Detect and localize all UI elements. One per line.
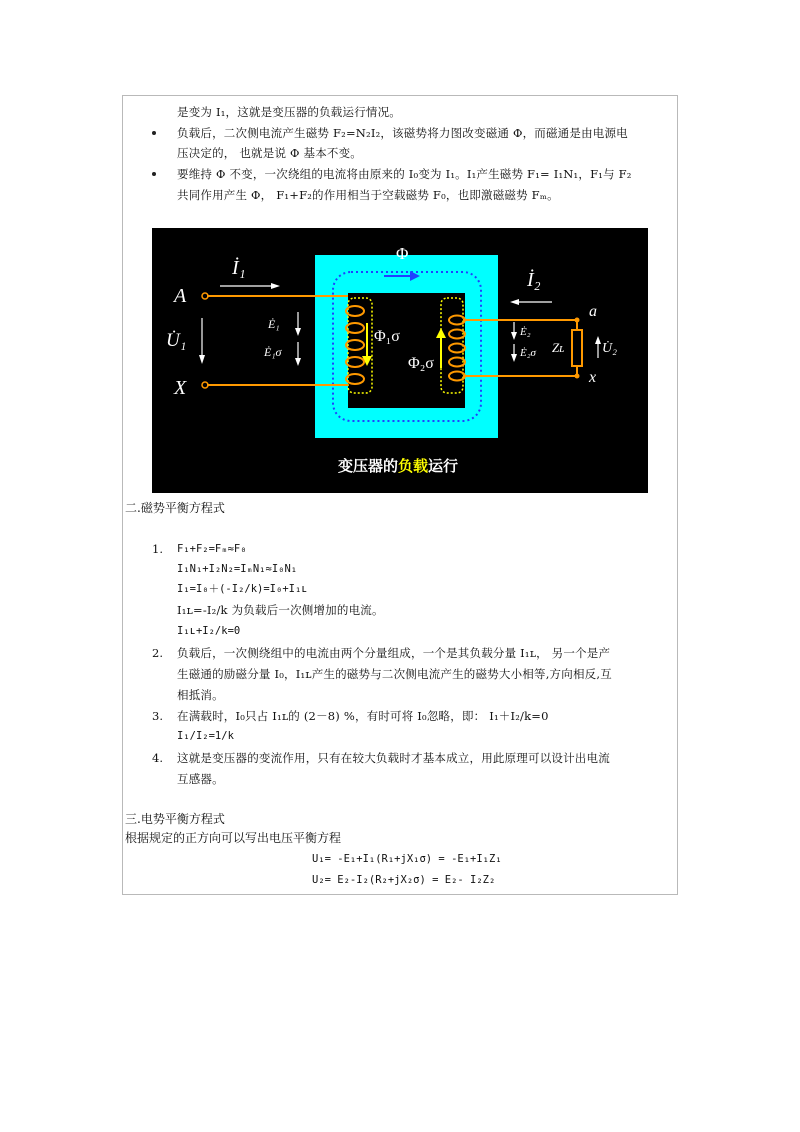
load-impedance	[572, 330, 582, 366]
item-4-number: 4.	[152, 751, 163, 765]
a-label: a	[589, 303, 597, 320]
transformer-diagram-svg	[152, 228, 648, 493]
I1-label: İ₁	[232, 257, 246, 279]
core-window	[348, 293, 465, 408]
bullet-dot	[152, 172, 156, 176]
eq-line: I₁N₁+I₂N₂=IₘN₁≈I₀N₁	[177, 563, 298, 575]
item-3-line: I₁/I₂=1/k	[177, 730, 234, 742]
E1-label: Ė₁	[268, 317, 280, 331]
eq-line: I₁ʟ=-I₂/k 为负载后一次侧增加的电流。	[177, 603, 384, 617]
transformer-load-diagram	[152, 228, 648, 493]
I1-arrow-head	[271, 283, 280, 289]
section-3-title: 三.电势平衡方程式	[125, 812, 225, 826]
intro-line: 是变为 I₁，这就是变压器的负载运行情况。	[177, 105, 402, 119]
item-3-number: 3.	[152, 709, 163, 723]
bullet-2-line-1: 要维持 Φ 不变，一次绕组的电流将由原来的 I₀变为 I₁。I₁产生磁势 F₁= I₁N₁，F₁与 F₂	[177, 167, 632, 181]
item-4-line: 这就是变压器的变流作用，只有在较大负载时才基本成立，用此原理可以设计出电流	[177, 751, 610, 765]
item-2-line: 相抵消。	[177, 688, 224, 702]
X-label: X	[174, 377, 187, 399]
section-2-title: 二.磁势平衡方程式	[125, 501, 225, 515]
bullet-1-line-2: 压决定的， 也就是说 Φ 基本不变。	[177, 146, 362, 160]
U1-arrow-head	[199, 355, 205, 364]
item-4-line: 互感器。	[177, 772, 224, 786]
A-label: A	[174, 285, 187, 307]
section-3-intro: 根据规定的正方向可以写出电压平衡方程	[125, 831, 342, 845]
E2s-arrow-head	[511, 354, 517, 362]
item-2-line: 负载后，一次侧绕组中的电流由两个分量组成，一个是其负载分量 I₁ʟ， 另一个是产	[177, 646, 611, 660]
U1-label: U̇₁	[166, 330, 187, 351]
eq-line: I₁=I₀＋(-I₂/k)=I₀+I₁ʟ	[177, 583, 308, 595]
E1s-label: Ė₁σ	[264, 345, 282, 359]
bullet-1-line-1: 负载后，二次侧电流产生磁势 F₂=N₂I₂，该磁势将力图改变磁通 Φ，而磁通是由电源电	[177, 126, 628, 140]
E1s-arrow-head	[295, 358, 301, 366]
eq-line: I₁ʟ+I₂/k=0	[177, 625, 241, 637]
ZL-label: Zʟ	[552, 340, 565, 355]
item-3-line: 在满载时，I₀只占 I₁ʟ的 (2－8) %，有时可将 I₀忽略，即： I₁＋I₂/k=0	[177, 709, 549, 723]
E2s-label: Ė₂σ	[520, 347, 536, 359]
U2-label: U̇₂	[602, 341, 617, 356]
E1-arrow-head	[295, 328, 301, 336]
phi1s-label: Φ₁σ	[374, 328, 400, 345]
phi-label: Φ	[396, 244, 409, 263]
terminal-a	[575, 318, 580, 323]
eq-line: F₁+F₂=Fₘ≈F₀	[177, 543, 247, 555]
voltage-equation-1: U₁= -E₁+I₁(R₁+jX₁σ) = -E₁+I₁Z₁	[312, 853, 502, 865]
item-2-number: 2.	[152, 646, 163, 660]
I2-arrow-head	[510, 299, 519, 305]
item-2-line: 生磁通的励磁分量 I₀，I₁ʟ产生的磁势与二次侧电流产生的磁势大小相等,方向相反,互	[177, 667, 612, 681]
terminal-x	[575, 374, 580, 379]
phi2s-label: Φ₂σ	[408, 355, 434, 372]
bullet-2-line-2: 共同作用产生 Φ， F₁+F₂的作用相当于空载磁势 F₀，也即激磁磁势 Fₘ。	[177, 188, 559, 202]
I2-label: İ₂	[527, 269, 541, 291]
item-1-number: 1.	[152, 542, 163, 556]
voltage-equation-2: U₂= E₂-I₂(R₂+jX₂σ) = E₂- I₂Z₂	[312, 874, 496, 886]
E2-label: Ė₂	[520, 326, 531, 338]
x-label: x	[589, 369, 597, 386]
U2-arrow-head	[595, 336, 601, 344]
figure-caption: 变压器的负载运行	[338, 457, 459, 475]
E2-arrow-head	[511, 332, 517, 340]
bullet-dot	[152, 131, 156, 135]
